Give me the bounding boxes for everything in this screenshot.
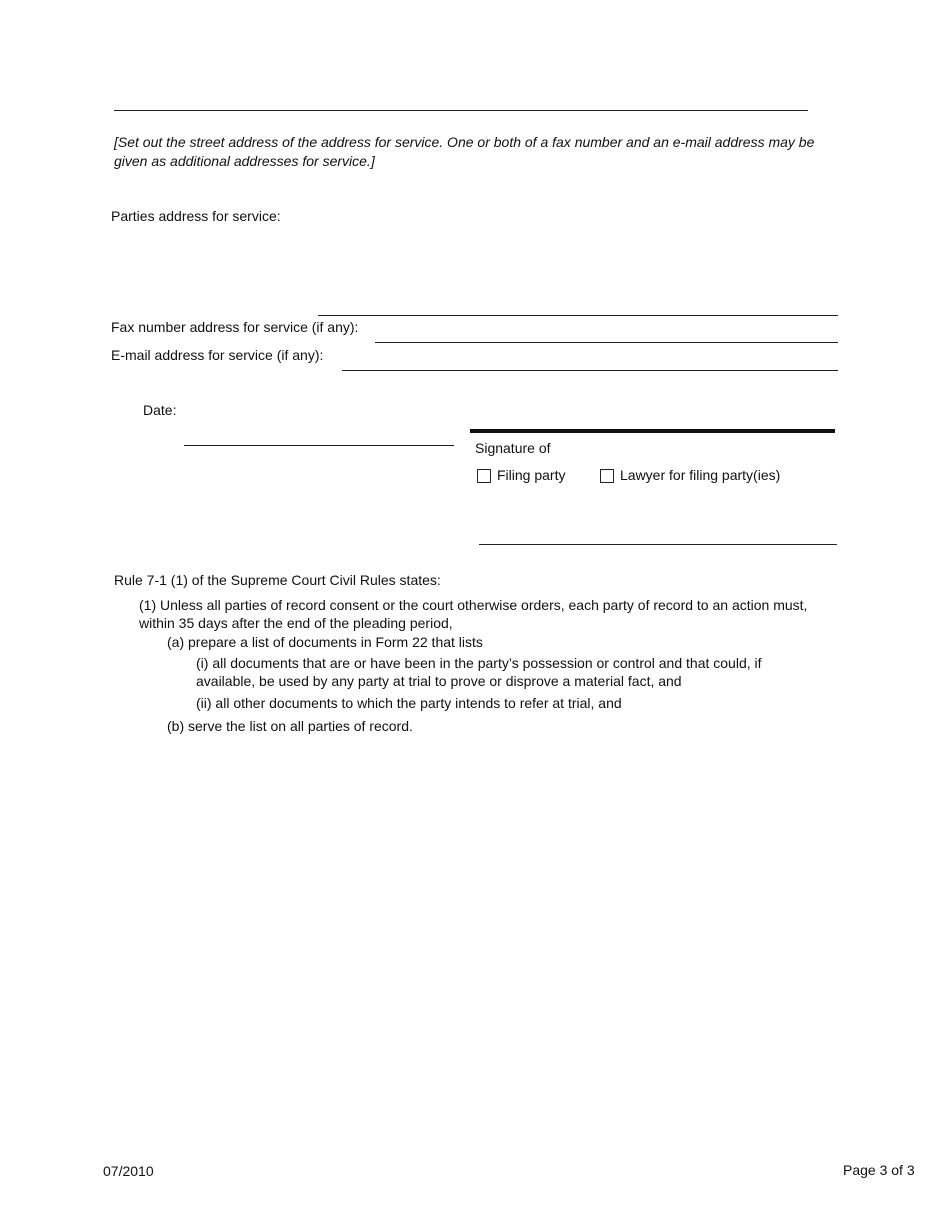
rule-ii: (ii) all other documents to which the party intends to refer at trial, and [196,695,622,711]
top-rule [114,110,808,111]
fax-line [375,342,838,343]
parties-address-label: Parties address for service: [111,208,281,224]
rule-i-line2: available, be used by any party at trial to prove or disprove a material fact, and [196,673,682,689]
email-line [342,370,838,371]
date-line [184,445,454,446]
instructions-text: [Set out the street address of the address for service. One or both of a fax number and an e-mail address may be given as additional addresses for service.] [114,134,815,169]
email-label: E-mail address for service (if any): [111,347,324,363]
filing-party-label: Filing party [497,467,566,483]
rule-intro: Rule 7-1 (1) of the Supreme Court Civil Rules states: [114,572,441,588]
lawyer-label: Lawyer for filing party(ies) [620,467,781,483]
instructions-body: Set out the street address of the address for service. One or both of a fax number and an e-mail address may be given as additional addresses for service. [114,134,815,169]
date-label: Date: [143,402,177,418]
signature-heavy-rule [470,429,835,433]
rule-p1-line2: within 35 days after the end of the pleading period, [139,615,453,631]
email-input[interactable] [342,348,838,370]
option-lawyer[interactable] [600,466,780,484]
fax-input[interactable] [375,320,838,342]
signature-line [479,544,837,545]
option-filing-party[interactable] [477,466,565,484]
footer-form-date: 07/2010 [103,1163,154,1179]
parties-address-line [318,315,838,316]
rule-b: (b) serve the list on all parties of record. [167,718,413,734]
parties-address-field[interactable] [318,230,838,310]
date-input[interactable] [184,422,454,444]
filing-party-checkbox[interactable] [477,469,491,483]
footer-page-number: Page 3 of 3 [843,1162,915,1178]
signature-input[interactable] [479,500,837,542]
rule-i-line1: (i) all documents that are or have been in the party’s possession or control and that could, if [196,655,762,671]
rule-a: (a) prepare a list of documents in Form 22 that lists [167,634,483,650]
lawyer-checkbox[interactable] [600,469,614,483]
signature-of-label: Signature of [475,440,551,456]
fax-label: Fax number address for service (if any): [111,319,359,335]
rule-p1-line1: (1) Unless all parties of record consent or the court otherwise orders, each party of record to an action must, [139,597,808,613]
